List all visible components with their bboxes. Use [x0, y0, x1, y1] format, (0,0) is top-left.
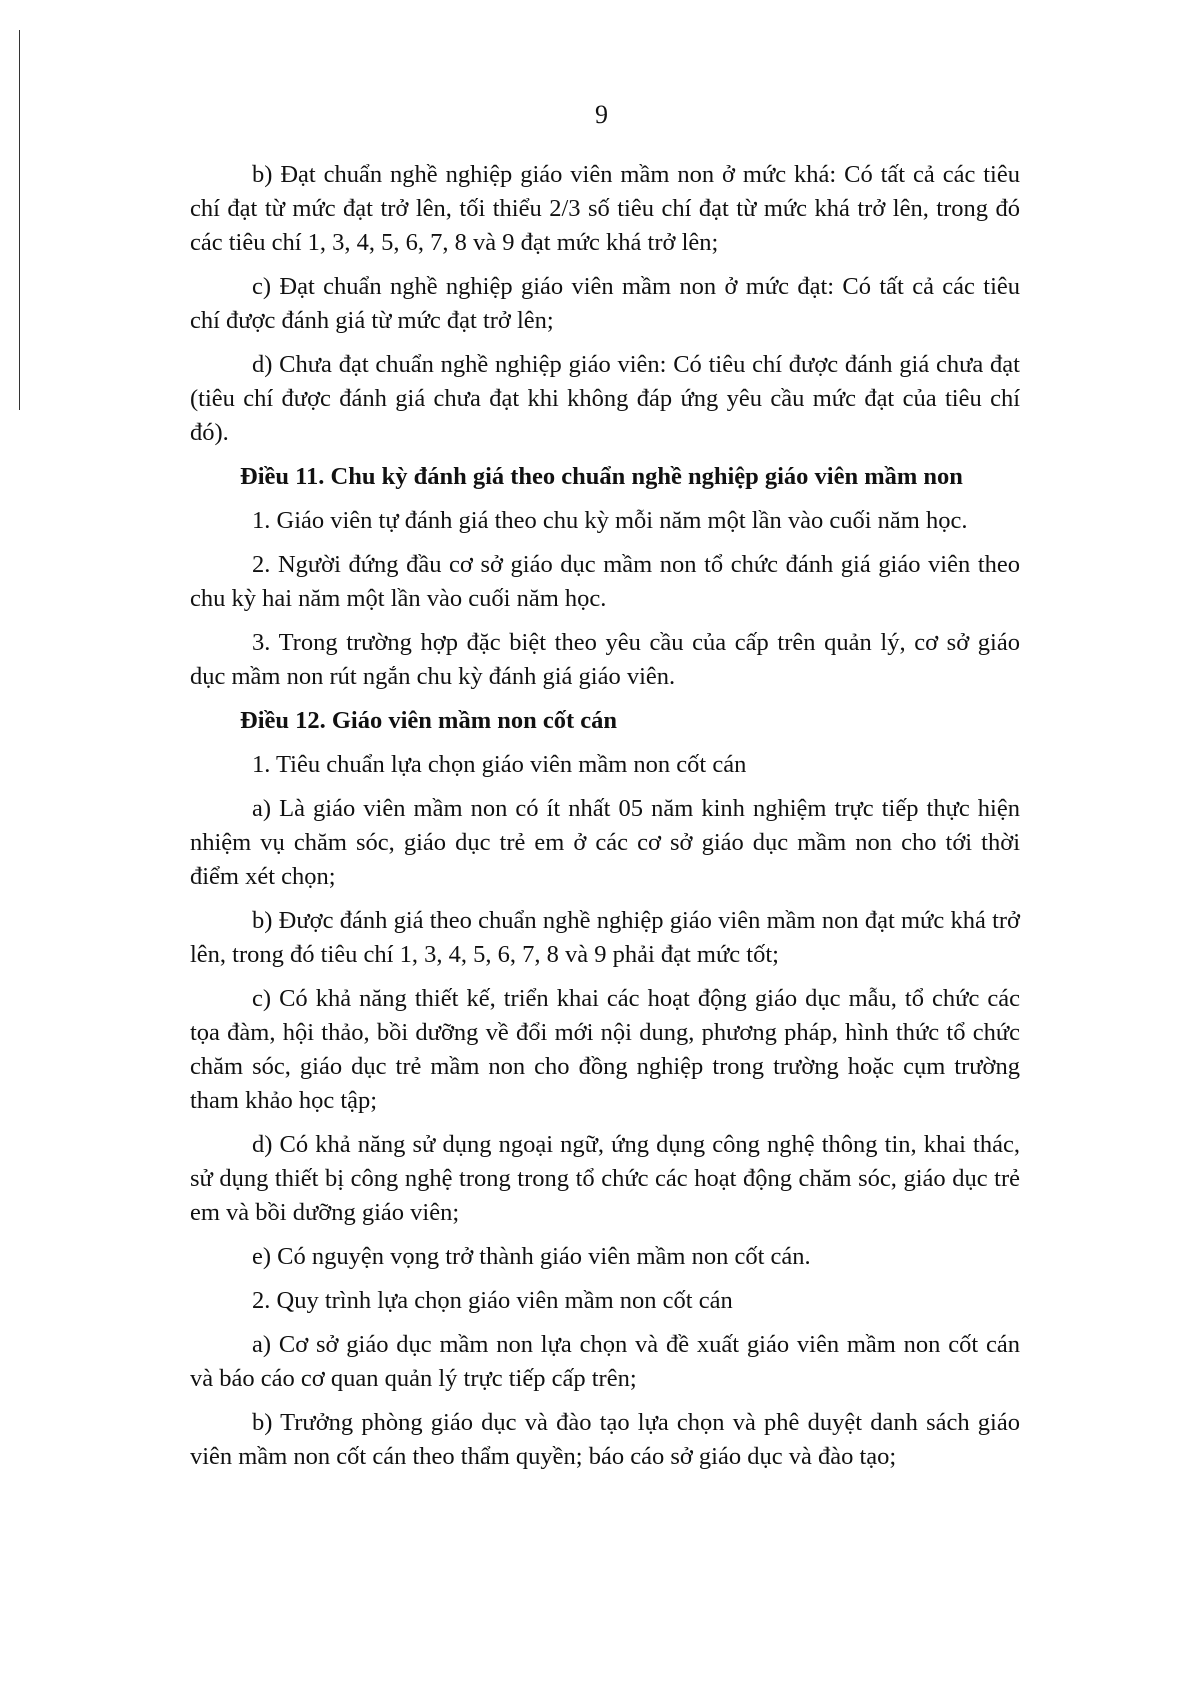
paragraph: b) Trưởng phòng giáo dục và đào tạo lựa chọn và phê duyệt danh sách giáo viên mầm non cốt cán theo thẩm quyền; báo cáo sở giáo dục và đào tạo;	[190, 1409, 1020, 1470]
paragraph: b) Được đánh giá theo chuẩn nghề nghiệp giáo viên mầm non đạt mức khá trở lên, trong đó tiêu chí 1, 3, 4, 5, 6, 7, 8 và 9 phải đạt mức tốt;	[190, 907, 1020, 968]
scan-edge-line	[19, 30, 20, 410]
paragraph: a) Là giáo viên mầm non có ít nhất 05 năm kinh nghiệm trực tiếp thực hiện nhiệm vụ chăm sóc, giáo dục trẻ em ở các cơ sở giáo dục mầm non cho tới thời điểm xét chọn;	[190, 795, 1020, 890]
article-heading: Điều 11. Chu kỳ đánh giá theo chuẩn nghề nghiệp giáo viên mầm non	[240, 463, 963, 490]
paragraph: c) Đạt chuẩn nghề nghiệp giáo viên mầm non ở mức đạt: Có tất cả các tiêu chí được đánh giá từ mức đạt trở lên;	[190, 273, 1020, 334]
paragraph: d) Có khả năng sử dụng ngoại ngữ, ứng dụng công nghệ thông tin, khai thác, sử dụng thiết bị công nghệ trong trong tổ chức các hoạt động chăm sóc, giáo dục trẻ em và bồi dưỡng giáo viên;	[190, 1131, 1020, 1226]
paragraph: 2. Người đứng đầu cơ sở giáo dục mầm non tổ chức đánh giá giáo viên theo chu kỳ hai năm một lần vào cuối năm học.	[190, 551, 1020, 612]
paragraph: c) Có khả năng thiết kế, triển khai các hoạt động giáo dục mẫu, tổ chức các tọa đàm, hội thảo, bồi dưỡng về đổi mới nội dung, phương pháp, hình thức tổ chức chăm sóc, giáo dục trẻ mầm non cho đồng nghiệp trong trường hoặc cụm trường tham khảo học tập;	[190, 985, 1020, 1114]
paragraph: 1. Tiêu chuẩn lựa chọn giáo viên mầm non cốt cán	[252, 751, 747, 778]
article-heading: Điều 12. Giáo viên mầm non cốt cán	[240, 707, 618, 734]
paragraph: 2. Quy trình lựa chọn giáo viên mầm non cốt cán	[252, 1287, 733, 1314]
paragraph: d) Chưa đạt chuẩn nghề nghiệp giáo viên: Có tiêu chí được đánh giá chưa đạt (tiêu chí được đánh giá chưa đạt khi không đáp ứng yêu cầu mức đạt của tiêu chí đó).	[190, 351, 1020, 446]
paragraph: 3. Trong trường hợp đặc biệt theo yêu cầu của cấp trên quản lý, cơ sở giáo dục mầm non rút ngắn chu kỳ đánh giá giáo viên.	[190, 629, 1020, 690]
paragraph: b) Đạt chuẩn nghề nghiệp giáo viên mầm non ở mức khá: Có tất cả các tiêu chí đạt từ mức đạt trở lên, tối thiểu 2/3 số tiêu chí đạt từ mức khá trở lên, trong đó các tiêu chí 1, 3, 4, 5, 6, 7, 8 và 9 đạt mức khá trở lên;	[190, 161, 1020, 256]
document-body	[190, 158, 1020, 1484]
paragraph: 1. Giáo viên tự đánh giá theo chu kỳ mỗi năm một lần vào cuối năm học.	[252, 507, 968, 534]
page-number: 9	[595, 100, 608, 129]
paragraph: a) Cơ sở giáo dục mầm non lựa chọn và đề xuất giáo viên mầm non cốt cán và báo cáo cơ quan quản lý trực tiếp cấp trên;	[190, 1331, 1020, 1392]
paragraph: e) Có nguyện vọng trở thành giáo viên mầm non cốt cán.	[252, 1243, 811, 1270]
